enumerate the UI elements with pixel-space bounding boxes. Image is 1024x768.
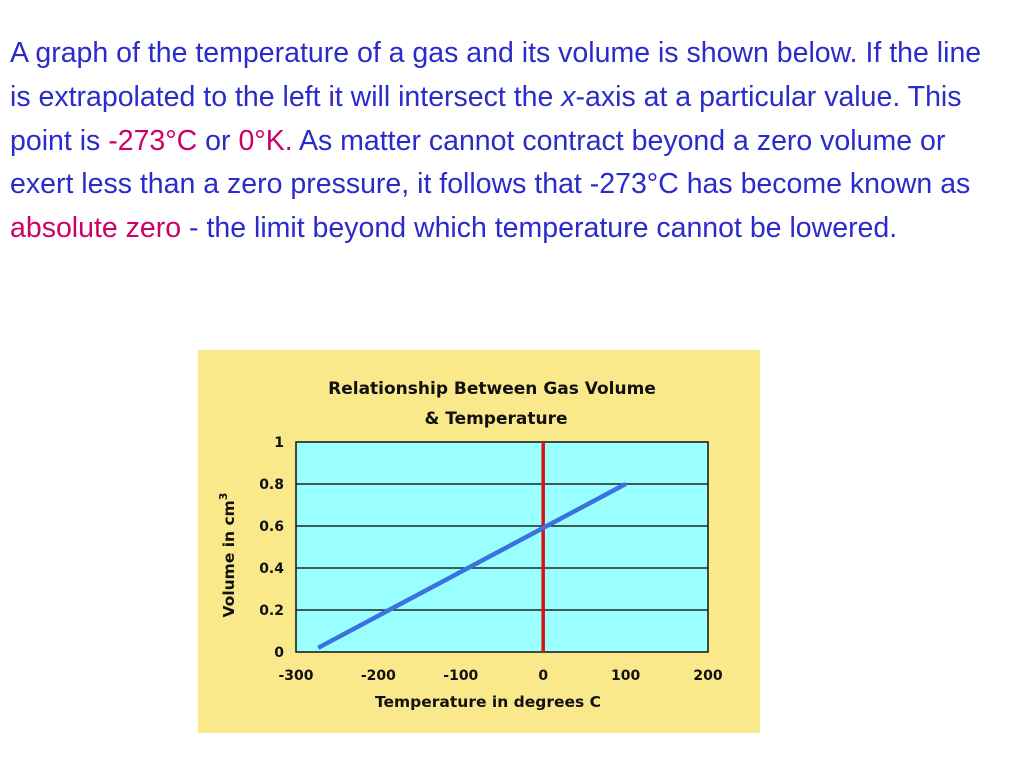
plot-area [296, 442, 708, 652]
text-segment: A graph of the temperature of a gas and its volume is shown below. If the line is extrapolated to the left it will intersect the [10, 37, 982, 113]
text-segment: As matter cannot contract beyond a zero volume or exert less than a zero pressure, it follows that -273°C has become known as [10, 124, 971, 201]
x-tick-label: -200 [360, 668, 396, 684]
y-tick-label: 0.4 [259, 561, 284, 577]
y-tick-label: 1 [274, 435, 284, 451]
x-tick-label: 100 [610, 668, 641, 684]
y-axis-label [217, 493, 238, 618]
description-paragraph [10, 32, 1000, 251]
x-tick-label: 0 [538, 668, 549, 684]
x-tick-labels [278, 668, 722, 684]
y-tick-label: 0.2 [259, 603, 284, 619]
y-tick-label: 0 [274, 645, 284, 661]
y-axis-label-text: Volume in cm [220, 500, 238, 618]
text-segment: or [197, 124, 239, 157]
x-axis-label: Temperature in degrees C [375, 693, 601, 711]
text-segment: - the limit beyond which temperature cannot be lowered. [181, 212, 898, 245]
y-axis-label-superscript: 3 [217, 492, 230, 501]
x-tick-label: -100 [443, 668, 479, 684]
text-segment: -axis at a particular value. This point is [10, 80, 962, 157]
absolute-zero-term: absolute zero [10, 212, 182, 245]
chart-title-line-2: & Temperature [424, 409, 568, 429]
x-tick-label: 200 [693, 668, 723, 684]
x-tick-label: -300 [278, 668, 314, 684]
x-italic-text: x [561, 80, 576, 113]
y-tick-label: 0.6 [259, 519, 284, 535]
absolute-zero-celsius-value: -273°C [108, 124, 198, 157]
gas-volume-temperature-chart [198, 350, 760, 733]
y-tick-labels [259, 435, 284, 661]
chart-title-line-1: Relationship Between Gas Volume [328, 379, 656, 399]
y-tick-label: 0.8 [259, 477, 284, 493]
absolute-zero-kelvin-value: 0°K. [238, 124, 293, 157]
chart-figure [198, 350, 760, 733]
